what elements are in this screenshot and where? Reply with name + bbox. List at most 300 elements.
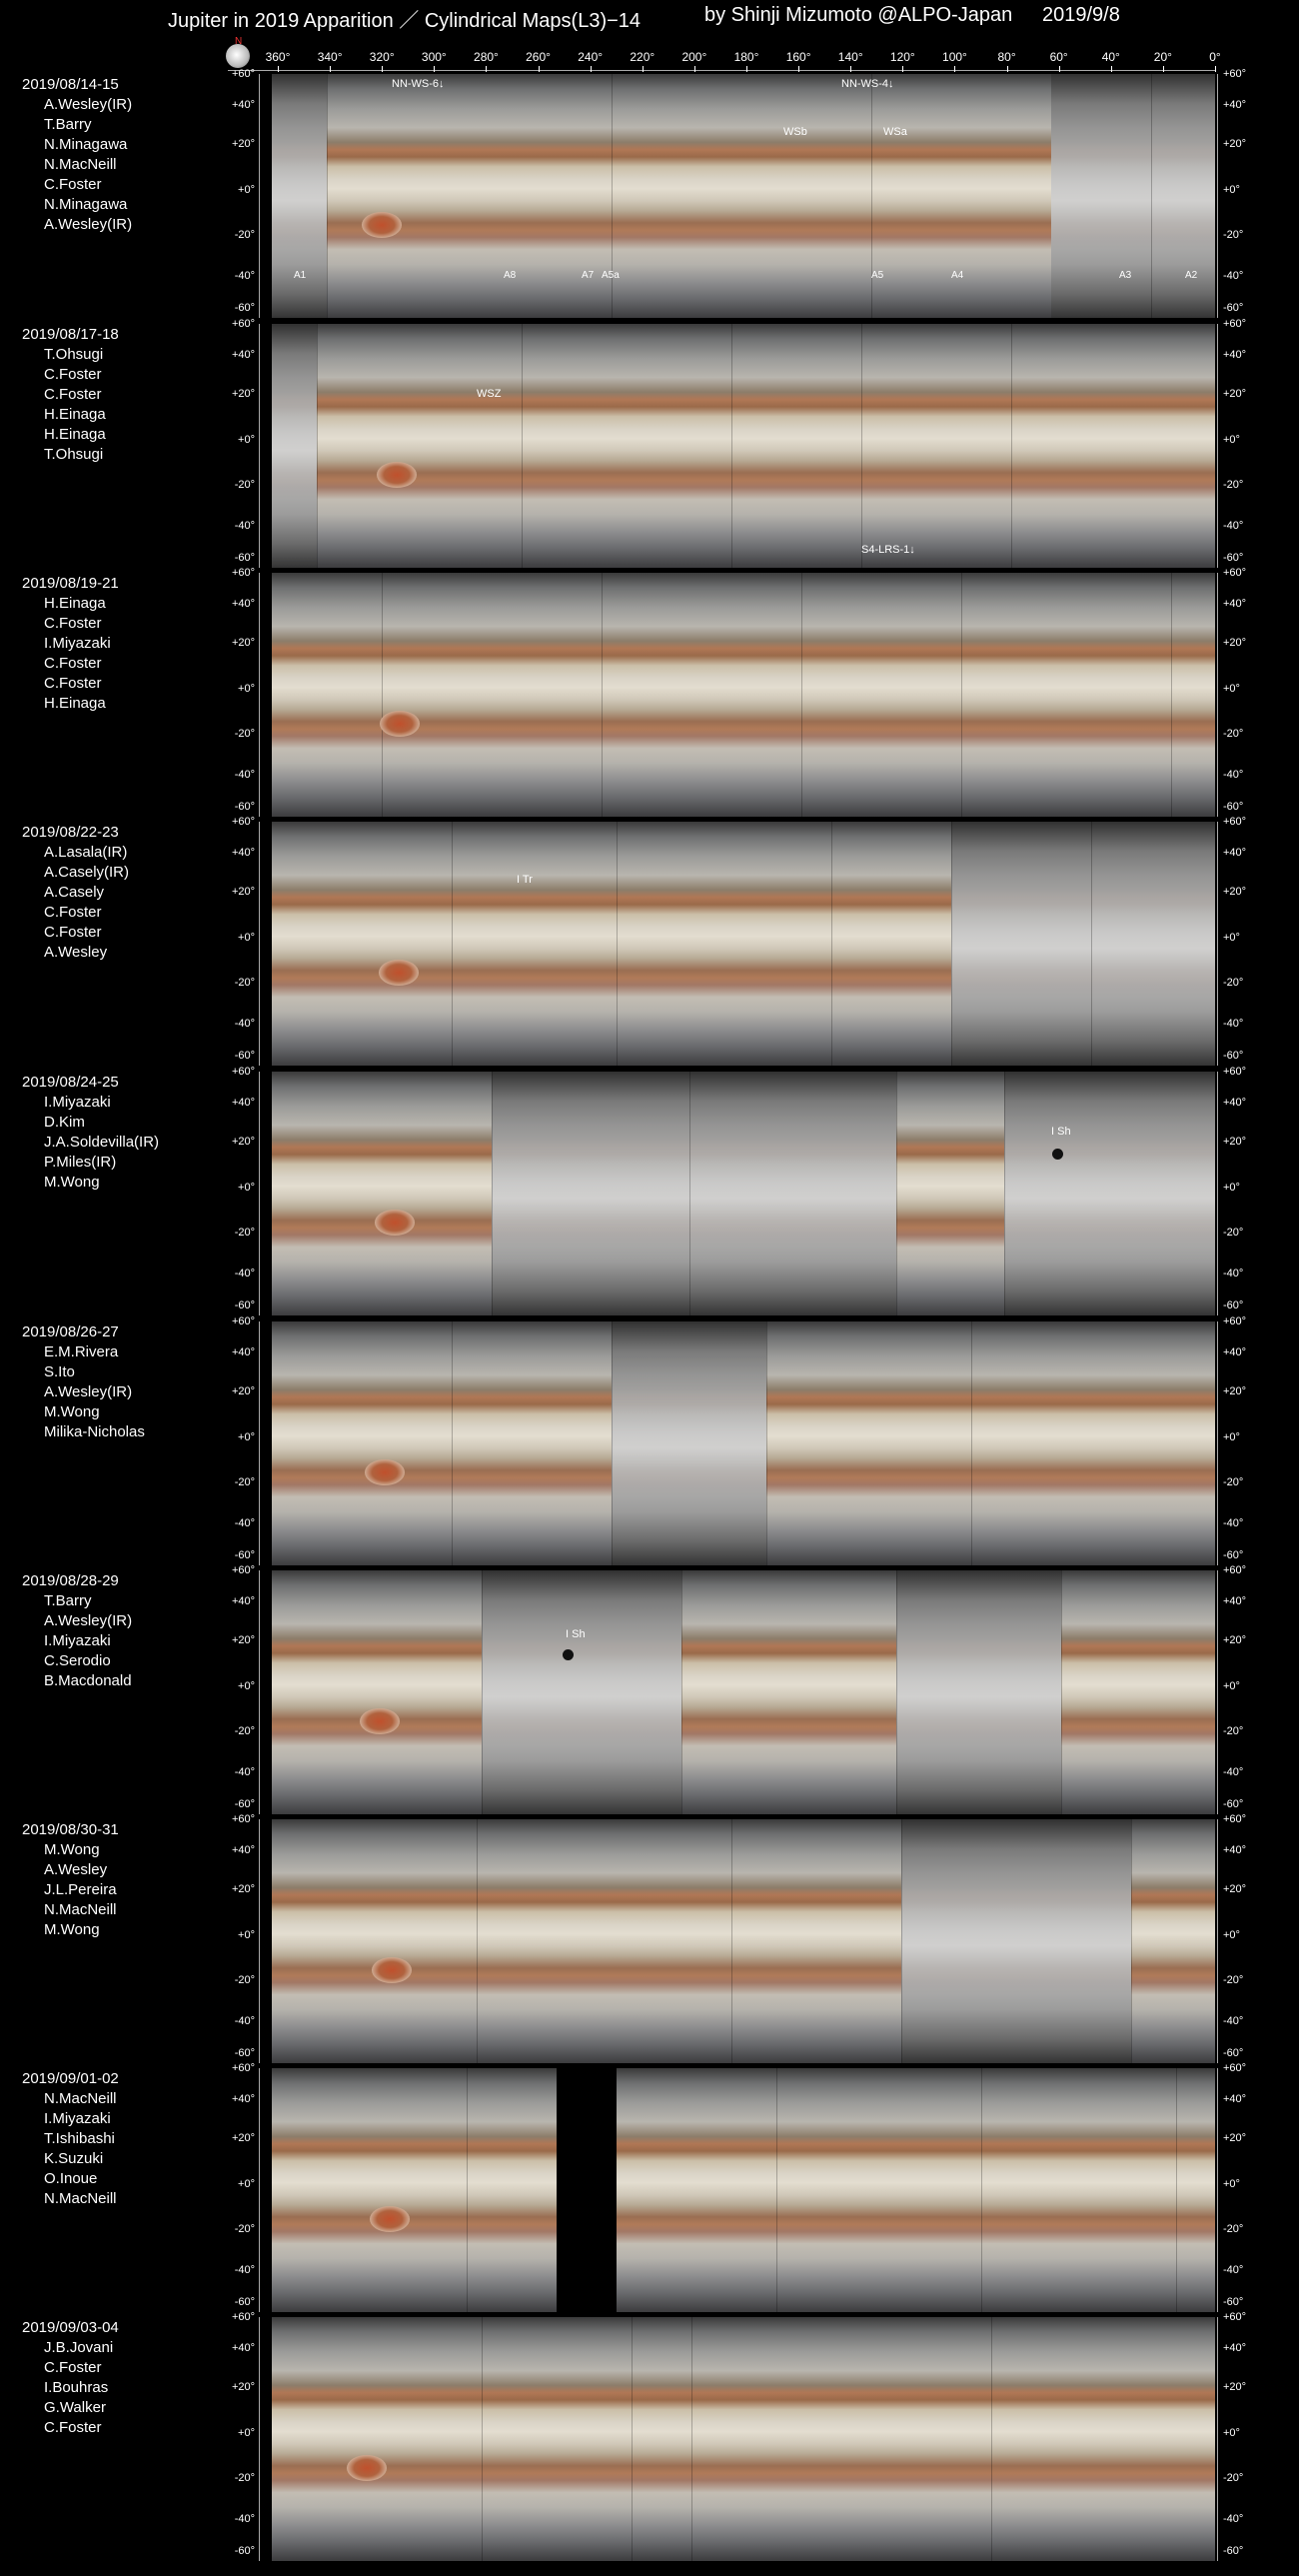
observer-name: C.Foster: [44, 924, 102, 941]
panel-date: 2019/08/30-31: [22, 1821, 119, 1838]
image-seam: [1131, 1819, 1132, 2063]
image-seam: [896, 1570, 897, 1814]
latitude-label: +60°: [231, 318, 255, 330]
feature-annotation: A5: [871, 270, 884, 281]
observer-name: D.Kim: [44, 1114, 85, 1131]
image-seam: [477, 1819, 478, 2063]
observer-name: A.Wesley(IR): [44, 216, 133, 233]
longitude-tick-label: 220°: [630, 50, 655, 64]
observer-name: Milika-Nicholas: [44, 1423, 145, 1440]
latitude-label: +0°: [238, 683, 255, 695]
image-seam: [766, 1321, 767, 1565]
image-seam: [981, 2068, 982, 2312]
latitude-label: +20°: [1223, 886, 1247, 898]
latitude-axis-line: [1217, 2068, 1218, 2312]
latitude-axis-line: [1217, 74, 1218, 318]
cylindrical-map: [272, 1819, 1215, 2063]
observer-name: A.Wesley(IR): [44, 1612, 133, 1629]
image-seam: [452, 822, 453, 1066]
observer-name: C.Foster: [44, 2419, 102, 2436]
observer-name: I.Miyazaki: [44, 635, 111, 652]
observer-name: J.B.Jovani: [44, 2339, 114, 2356]
latitude-label: -40°: [234, 2015, 255, 2027]
image-seam: [1091, 822, 1092, 1066]
latitude-label: -20°: [234, 479, 255, 491]
panel-date: 2019/08/19-21: [22, 575, 119, 592]
latitude-label: +40°: [231, 2093, 255, 2105]
observer-name: N.MacNeill: [44, 2190, 117, 2207]
latitude-label: -20°: [234, 1476, 255, 1488]
latitude-label: +0°: [1223, 2427, 1240, 2439]
longitude-tick-label: 340°: [317, 50, 343, 64]
observer-name: C.Foster: [44, 386, 102, 403]
image-seam: [317, 324, 318, 568]
latitude-label: -40°: [1223, 1766, 1244, 1778]
io-shadow: [563, 1649, 574, 1660]
latitude-label: +60°: [1223, 2311, 1247, 2323]
observer-name: C.Foster: [44, 2359, 102, 2376]
latitude-label: -20°: [1223, 728, 1244, 740]
image-seam: [871, 74, 872, 318]
latitude-label: +0°: [238, 2427, 255, 2439]
latitude-axis-line: [259, 324, 260, 568]
image-seam: [1151, 74, 1152, 318]
map-panel: [0, 1317, 1299, 1563]
great-red-spot: [372, 1957, 412, 1983]
latitude-label: +60°: [1223, 1813, 1247, 1825]
latitude-scale-right: [1217, 2064, 1251, 2312]
latitude-label: -40°: [1223, 1268, 1244, 1280]
latitude-label: +0°: [238, 184, 255, 196]
latitude-axis-line: [259, 573, 260, 817]
latitude-scale-left: [226, 569, 260, 817]
observer-name: N.Minagawa: [44, 136, 128, 153]
map-panel: [0, 1068, 1299, 1313]
latitude-scale-right: [1217, 569, 1251, 817]
latitude-axis-line: [259, 1570, 260, 1814]
latitude-label: +40°: [231, 598, 255, 610]
observer-name: C.Foster: [44, 655, 102, 672]
observer-name: A.Wesley: [44, 944, 108, 961]
feature-annotation: A3: [1119, 270, 1132, 281]
latitude-label: +20°: [1223, 637, 1247, 649]
longitude-tick-label: 360°: [265, 50, 291, 64]
ir-map-strip: [482, 1570, 681, 1814]
image-seam: [1176, 2068, 1177, 2312]
latitude-label: +60°: [1223, 1066, 1247, 1078]
latitude-label: +0°: [238, 2178, 255, 2190]
latitude-label: +20°: [231, 2381, 255, 2393]
image-seam: [1011, 324, 1012, 568]
map-panel: [0, 70, 1299, 316]
latitude-scale-right: [1217, 818, 1251, 1066]
latitude-label: -60°: [1223, 1050, 1244, 1062]
cylindrical-map: [272, 1570, 1215, 1814]
latitude-axis-line: [1217, 1321, 1218, 1565]
image-seam: [991, 2317, 992, 2561]
latitude-label: -20°: [234, 229, 255, 241]
latitude-label: +20°: [231, 1883, 255, 1895]
latitude-label: +20°: [231, 1136, 255, 1148]
longitude-tick-label: 0°: [1209, 50, 1221, 64]
latitude-scale-left: [226, 70, 260, 318]
longitude-axis: [228, 38, 1221, 68]
latitude-label: -40°: [234, 2264, 255, 2276]
longitude-tick-label: 320°: [369, 50, 395, 64]
latitude-axis-line: [1217, 2317, 1218, 2561]
panel-date: 2019/08/24-25: [22, 1074, 119, 1091]
latitude-label: +40°: [231, 847, 255, 859]
map-panel: [0, 2313, 1299, 2559]
latitude-label: -40°: [1223, 769, 1244, 781]
latitude-axis-line: [259, 1819, 260, 2063]
feature-annotation: WSa: [883, 126, 907, 138]
image-seam: [522, 324, 523, 568]
observer-name: T.Ohsugi: [44, 446, 104, 463]
latitude-axis-line: [1217, 822, 1218, 1066]
feature-annotation: A8: [504, 270, 517, 281]
latitude-label: -20°: [1223, 2472, 1244, 2484]
longitude-tick-label: 140°: [837, 50, 863, 64]
great-red-spot: [375, 1210, 415, 1236]
longitude-tick-label: 80°: [997, 50, 1016, 64]
latitude-scale-left: [226, 1566, 260, 1814]
image-seam: [691, 2317, 692, 2561]
ir-map-strip: [896, 1570, 1061, 1814]
header: [0, 0, 1299, 36]
latitude-label: -60°: [1223, 1549, 1244, 1561]
ir-map-strip: [901, 1819, 1131, 2063]
latitude-label: -60°: [234, 302, 255, 314]
latitude-label: -20°: [234, 2472, 255, 2484]
observer-name: A.Wesley(IR): [44, 1383, 133, 1400]
latitude-label: +0°: [1223, 932, 1240, 944]
latitude-label: -40°: [1223, 1018, 1244, 1030]
latitude-label: -60°: [234, 2296, 255, 2308]
image-seam: [831, 822, 832, 1066]
cylindrical-map: [272, 2317, 1215, 2561]
feature-annotation: A7: [582, 270, 595, 281]
great-red-spot: [362, 212, 402, 238]
latitude-label: +20°: [231, 1385, 255, 1397]
latitude-scale-right: [1217, 2313, 1251, 2561]
latitude-label: +20°: [1223, 2381, 1247, 2393]
latitude-axis-line: [1217, 1072, 1218, 1315]
latitude-label: -20°: [1223, 1725, 1244, 1737]
image-seam: [776, 2068, 777, 2312]
latitude-label: -40°: [1223, 1517, 1244, 1529]
latitude-label: -20°: [1223, 2223, 1244, 2235]
latitude-label: -20°: [234, 1725, 255, 1737]
panel-date: 2019/08/28-29: [22, 1572, 119, 1589]
latitude-label: -40°: [1223, 2513, 1244, 2525]
image-seam: [951, 822, 952, 1066]
observer-name: I.Miyazaki: [44, 1632, 111, 1649]
latitude-label: +60°: [1223, 1564, 1247, 1576]
great-red-spot: [377, 462, 417, 488]
author-credit: by Shinji Mizumoto @ALPO-Japan: [704, 4, 1013, 26]
great-red-spot: [347, 2455, 387, 2481]
observer-name: J.A.Soldevilla(IR): [44, 1134, 160, 1151]
map-panel: [0, 818, 1299, 1064]
latitude-label: +0°: [238, 1182, 255, 1194]
image-seam: [1061, 1570, 1062, 1814]
latitude-label: +20°: [1223, 1634, 1247, 1646]
latitude-scale-right: [1217, 1566, 1251, 1814]
feature-annotation: NN-WS-6↓: [392, 78, 445, 90]
map-panel: [0, 1815, 1299, 2061]
latitude-label: +40°: [231, 1346, 255, 1358]
observer-name: B.Macdonald: [44, 1672, 132, 1689]
latitude-label: -40°: [1223, 270, 1244, 282]
latitude-scale-left: [226, 1317, 260, 1565]
image-seam: [971, 1321, 972, 1565]
latitude-label: -60°: [234, 1798, 255, 1810]
observer-name: O.Inoue: [44, 2170, 98, 2187]
longitude-tick-label: 240°: [578, 50, 604, 64]
longitude-tick-label: 40°: [1101, 50, 1120, 64]
latitude-label: -40°: [234, 1517, 255, 1529]
observer-name: H.Einaga: [44, 406, 106, 423]
observer-name: M.Wong: [44, 1174, 100, 1191]
image-seam: [896, 1072, 897, 1315]
great-red-spot: [380, 711, 420, 737]
page-title: Jupiter in 2019 Apparition ／ Cylindrical Maps(L3)−14: [168, 10, 642, 32]
latitude-label: -60°: [1223, 302, 1244, 314]
latitude-label: -20°: [234, 977, 255, 989]
latitude-label: -20°: [1223, 479, 1244, 491]
panel-date: 2019/08/14-15: [22, 76, 119, 93]
latitude-scale-right: [1217, 1317, 1251, 1565]
latitude-axis-line: [259, 2317, 260, 2561]
image-seam: [557, 2068, 558, 2312]
panel-date: 2019/09/01-02: [22, 2070, 119, 2087]
publish-date: 2019/9/8: [1042, 4, 1120, 26]
latitude-label: +40°: [1223, 1097, 1247, 1109]
latitude-label: +20°: [231, 1634, 255, 1646]
observer-name: T.Ohsugi: [44, 346, 104, 363]
image-seam: [731, 1819, 732, 2063]
feature-annotation: I Tr: [517, 874, 533, 886]
longitude-tick-label: 300°: [421, 50, 447, 64]
panel-date: 2019/09/03-04: [22, 2319, 119, 2336]
cylindrical-map: [272, 2068, 1215, 2312]
latitude-label: -60°: [234, 801, 255, 813]
cylindrical-map: [272, 324, 1215, 568]
latitude-label: -20°: [1223, 1974, 1244, 1986]
latitude-label: -40°: [1223, 2015, 1244, 2027]
ir-map-strip: [492, 1072, 896, 1315]
image-seam: [689, 1072, 690, 1315]
latitude-label: +60°: [1223, 1315, 1247, 1327]
cylindrical-map: [272, 822, 1215, 1066]
map-panel: [0, 2064, 1299, 2310]
observer-name: C.Foster: [44, 176, 102, 193]
latitude-label: -60°: [234, 1050, 255, 1062]
observer-name: G.Walker: [44, 2399, 106, 2416]
ir-map-strip: [1004, 1072, 1215, 1315]
ir-map-strip: [1051, 74, 1215, 318]
longitude-tick-label: 200°: [681, 50, 707, 64]
image-seam: [632, 2317, 633, 2561]
latitude-axis-line: [259, 74, 260, 318]
latitude-label: -60°: [234, 2047, 255, 2059]
image-seam: [1171, 573, 1172, 817]
observer-name: I.Bouhras: [44, 2379, 109, 2396]
latitude-label: +0°: [238, 434, 255, 446]
feature-annotation: A1: [294, 270, 307, 281]
latitude-label: -60°: [1223, 2296, 1244, 2308]
latitude-scale-left: [226, 2064, 260, 2312]
observer-name: I.Miyazaki: [44, 1094, 111, 1111]
image-seam: [492, 1072, 493, 1315]
map-panel: [0, 569, 1299, 815]
image-seam: [901, 1819, 902, 2063]
feature-annotation: WSb: [783, 126, 807, 138]
image-seam: [612, 1321, 613, 1565]
panel-date: 2019/08/17-18: [22, 326, 119, 343]
latitude-label: -60°: [1223, 552, 1244, 564]
feature-annotation: A5a: [602, 270, 620, 281]
latitude-label: +20°: [1223, 1883, 1247, 1895]
latitude-axis-line: [259, 1072, 260, 1315]
latitude-label: +60°: [231, 567, 255, 579]
latitude-label: +40°: [231, 2342, 255, 2354]
latitude-label: -40°: [234, 2513, 255, 2525]
observer-name: K.Suzuki: [44, 2150, 104, 2167]
observer-name: C.Foster: [44, 366, 102, 383]
observer-name: A.Casely: [44, 884, 105, 901]
latitude-label: +0°: [1223, 2178, 1240, 2190]
latitude-label: +40°: [1223, 349, 1247, 361]
io-shadow: [1052, 1149, 1063, 1160]
latitude-label: -40°: [234, 1018, 255, 1030]
latitude-label: +60°: [231, 2062, 255, 2074]
latitude-scale-left: [226, 1068, 260, 1315]
latitude-scale-right: [1217, 320, 1251, 568]
latitude-label: +20°: [1223, 2132, 1247, 2144]
great-red-spot: [379, 960, 419, 986]
observer-name: H.Einaga: [44, 595, 106, 612]
feature-annotation: A2: [1185, 270, 1198, 281]
latitude-label: -20°: [234, 1974, 255, 1986]
latitude-label: +60°: [1223, 2062, 1247, 2074]
latitude-label: -60°: [1223, 2545, 1244, 2557]
observer-name: C.Foster: [44, 904, 102, 921]
great-red-spot: [370, 2206, 410, 2232]
great-red-spot: [365, 1459, 405, 1485]
latitude-label: +60°: [1223, 318, 1247, 330]
latitude-label: +60°: [231, 2311, 255, 2323]
latitude-label: +40°: [1223, 847, 1247, 859]
observer-name: N.MacNeill: [44, 156, 117, 173]
image-seam: [1004, 1072, 1005, 1315]
latitude-label: +20°: [1223, 388, 1247, 400]
latitude-label: +0°: [1223, 1929, 1240, 1941]
latitude-axis-line: [259, 2068, 260, 2312]
observer-name: H.Einaga: [44, 426, 106, 443]
north-marker: N: [235, 36, 243, 47]
cylindrical-map: [272, 1321, 1215, 1565]
latitude-label: +20°: [1223, 1136, 1247, 1148]
image-seam: [467, 2068, 468, 2312]
latitude-label: +40°: [231, 349, 255, 361]
latitude-scale-left: [226, 320, 260, 568]
latitude-label: -40°: [1223, 2264, 1244, 2276]
latitude-label: +20°: [1223, 1385, 1247, 1397]
latitude-label: +60°: [231, 816, 255, 828]
latitude-label: -20°: [1223, 229, 1244, 241]
latitude-label: -60°: [1223, 1299, 1244, 1311]
latitude-scale-left: [226, 818, 260, 1066]
cylindrical-map: [272, 74, 1215, 318]
map-panel: [0, 1566, 1299, 1812]
observer-name: T.Ishibashi: [44, 2130, 115, 2147]
longitude-tick-label: 180°: [733, 50, 759, 64]
image-seam: [617, 822, 618, 1066]
latitude-label: -40°: [1223, 520, 1244, 532]
observer-name: M.Wong: [44, 1921, 100, 1938]
longitude-tick-label: 100°: [942, 50, 967, 64]
observer-name: H.Einaga: [44, 695, 106, 712]
panel-date: 2019/08/26-27: [22, 1323, 119, 1340]
great-red-spot: [360, 1708, 400, 1734]
latitude-label: +0°: [1223, 434, 1240, 446]
latitude-label: -40°: [234, 1766, 255, 1778]
image-seam: [327, 74, 328, 318]
latitude-label: +60°: [231, 1813, 255, 1825]
latitude-scale-right: [1217, 70, 1251, 318]
latitude-label: -20°: [1223, 977, 1244, 989]
latitude-label: +60°: [231, 1066, 255, 1078]
latitude-label: +60°: [231, 1564, 255, 1576]
image-seam: [731, 324, 732, 568]
latitude-axis-line: [1217, 1570, 1218, 1814]
latitude-label: +0°: [1223, 184, 1240, 196]
latitude-label: +20°: [1223, 138, 1247, 150]
image-seam: [602, 573, 603, 817]
observer-name: E.M.Rivera: [44, 1343, 119, 1360]
ir-map-strip: [272, 74, 327, 318]
latitude-label: +0°: [1223, 1680, 1240, 1692]
latitude-label: +40°: [1223, 2342, 1247, 2354]
latitude-label: +20°: [231, 886, 255, 898]
observer-name: C.Serodio: [44, 1652, 111, 1669]
latitude-label: +40°: [231, 1844, 255, 1856]
observer-name: T.Barry: [44, 1592, 92, 1609]
feature-annotation: S4-LRS-1↓: [861, 544, 915, 556]
image-seam: [612, 74, 613, 318]
latitude-label: +40°: [231, 1097, 255, 1109]
latitude-label: +20°: [231, 138, 255, 150]
latitude-label: -60°: [234, 1299, 255, 1311]
longitude-tick-label: 260°: [526, 50, 551, 64]
feature-annotation: I Sh: [1051, 1126, 1071, 1138]
feature-annotation: WSZ: [477, 388, 502, 400]
latitude-label: -60°: [1223, 1798, 1244, 1810]
latitude-label: -60°: [234, 1549, 255, 1561]
latitude-label: -60°: [234, 552, 255, 564]
observer-name: I.Miyazaki: [44, 2110, 111, 2127]
observer-name: N.MacNeill: [44, 2090, 117, 2107]
observer-name: C.Foster: [44, 615, 102, 632]
observer-name: P.Miles(IR): [44, 1154, 117, 1171]
observer-name: M.Wong: [44, 1403, 100, 1420]
latitude-label: -40°: [234, 769, 255, 781]
longitude-tick-label: 280°: [474, 50, 499, 64]
latitude-label: -20°: [234, 2223, 255, 2235]
cylindrical-map: [272, 573, 1215, 817]
